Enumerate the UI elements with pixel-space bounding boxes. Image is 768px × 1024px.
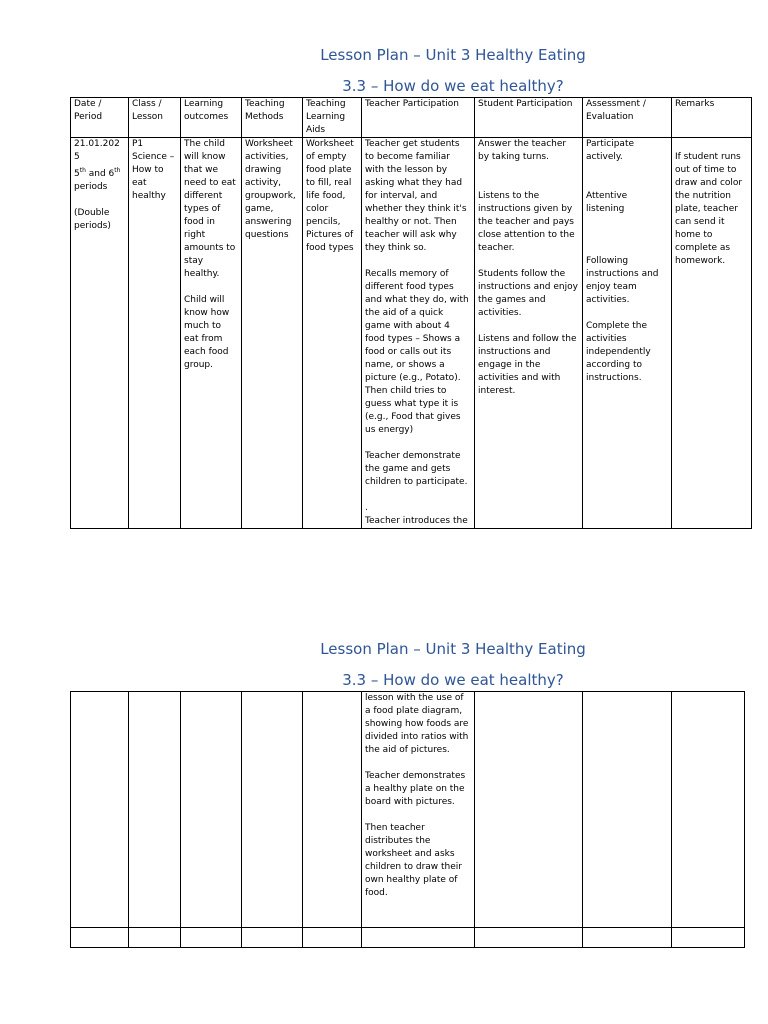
empty-cell	[242, 928, 303, 948]
lesson-date: 21.01.2025	[74, 139, 120, 162]
teacher-dot: .	[365, 503, 368, 513]
learning-outcomes-cell-2	[181, 692, 242, 928]
class-lesson-cell-2	[129, 692, 181, 928]
teaching-methods-cell-2	[242, 692, 303, 928]
empty-cell	[303, 928, 362, 948]
assessment-1: Participate actively.	[586, 139, 635, 162]
teacher-participation-cell	[362, 138, 475, 529]
teacher-step-3: Teacher demonstrate the game and gets children to participate.	[365, 451, 468, 487]
page1-subtitle: 3.3 – How do we eat healthy?	[342, 77, 564, 95]
empty-cell	[181, 928, 242, 948]
empty-cell	[583, 928, 672, 948]
teacher-step-6: Teacher demonstrates a healthy plate on the board with pictures.	[365, 771, 466, 807]
date-period-cell	[71, 138, 129, 529]
assessment-cell	[583, 138, 672, 529]
assessment-3: Following instructions and enjoy team activities.	[586, 256, 659, 305]
teacher-participation-cell-2	[362, 692, 475, 928]
assessment-2: Attentive listening	[586, 191, 628, 214]
header-teaching-aids: Teaching Learning Aids	[303, 98, 362, 138]
assessment-cell-2	[583, 692, 672, 928]
page1-title: Lesson Plan – Unit 3 Healthy Eating	[320, 46, 586, 64]
outcome-1: The child will know that we need to eat different types of food in right amounts to stay healthy.	[184, 139, 236, 279]
teacher-step-4: Teacher introduces the	[365, 516, 468, 526]
student-step-2: Listens to the instructions given by the teacher and pays close attention to the teacher.	[478, 191, 575, 253]
remarks-cell-2	[672, 692, 745, 928]
lesson-plan-table-page2	[70, 691, 745, 948]
empty-cell	[71, 928, 129, 948]
header-class-lesson: Class / Lesson	[129, 98, 181, 138]
teacher-step-5: lesson with the use of a food plate diagram, showing how foods are divided into ratios with the aid of pictures.	[365, 693, 469, 755]
header-learning-outcomes: Learning outcomes	[181, 98, 242, 138]
header-teacher-participation: Teacher Participation	[362, 98, 475, 138]
continued-row	[71, 692, 745, 928]
lesson-plan-table-page1	[70, 97, 752, 529]
student-participation-cell	[475, 138, 583, 529]
page2-title: Lesson Plan – Unit 3 Healthy Eating	[320, 640, 586, 658]
remarks-text: If student runs out of time to draw and color the nutrition plate, teacher can send it home to complete as homework.	[675, 152, 743, 266]
header-remarks: Remarks	[672, 98, 752, 138]
empty-cell	[475, 928, 583, 948]
student-step-3: Students follow the instructions and enjoy the games and activities.	[478, 269, 578, 318]
remarks-cell	[672, 138, 752, 529]
empty-cell	[129, 928, 181, 948]
header-row	[71, 98, 752, 138]
header-date-period: Date / Period	[71, 98, 129, 138]
lesson-row	[71, 138, 752, 529]
empty-cell	[362, 928, 475, 948]
student-step-1: Answer the teacher by taking turns.	[478, 139, 567, 162]
outcome-2: Child will know how much to eat from each food group.	[184, 295, 230, 370]
teaching-aids-cell: Worksheet of empty food plate to fill, real life food, color pencils, Pictures of food types	[303, 138, 362, 529]
header-teaching-methods: Teaching Methods	[242, 98, 303, 138]
teacher-step-7: Then teacher distributes the worksheet and asks children to draw their own healthy plate of food.	[365, 823, 462, 898]
teacher-step-1: Teacher get students to become familiar with the lesson by asking what they had for interval, and whether they think it's healthy or not. Then teacher will ask why they think so.	[365, 139, 467, 253]
double-periods: (Double periods)	[74, 208, 111, 231]
header-student-participation: Student Participation	[475, 98, 583, 138]
teaching-aids-cell-2	[303, 692, 362, 928]
student-participation-cell-2	[475, 692, 583, 928]
page2-subtitle: 3.3 – How do we eat healthy?	[342, 671, 564, 689]
empty-row	[71, 928, 745, 948]
date-period-cell-2	[71, 692, 129, 928]
header-assessment: Assessment / Evaluation	[583, 98, 672, 138]
teaching-methods-cell: Worksheet activities, drawing activity, groupwork, game, answering questions	[242, 138, 303, 529]
teacher-step-2: Recalls memory of different food types and what they do, with the aid of a quick game with about 4 food types – Shows a food or calls out its name, or shows a picture (e.g., Potato). Then child tries to guess what type it is (e.g., Food that gives us energy)	[365, 269, 469, 435]
class-lesson-cell: P1 Science – How to eat healthy	[129, 138, 181, 529]
empty-cell	[672, 928, 745, 948]
lesson-periods: 5th and 6th periods	[74, 167, 121, 192]
assessment-4: Complete the activities independently according to instructions.	[586, 321, 651, 383]
learning-outcomes-cell	[181, 138, 242, 529]
student-step-4: Listens and follow the instructions and engage in the activities and with interest.	[478, 334, 577, 396]
